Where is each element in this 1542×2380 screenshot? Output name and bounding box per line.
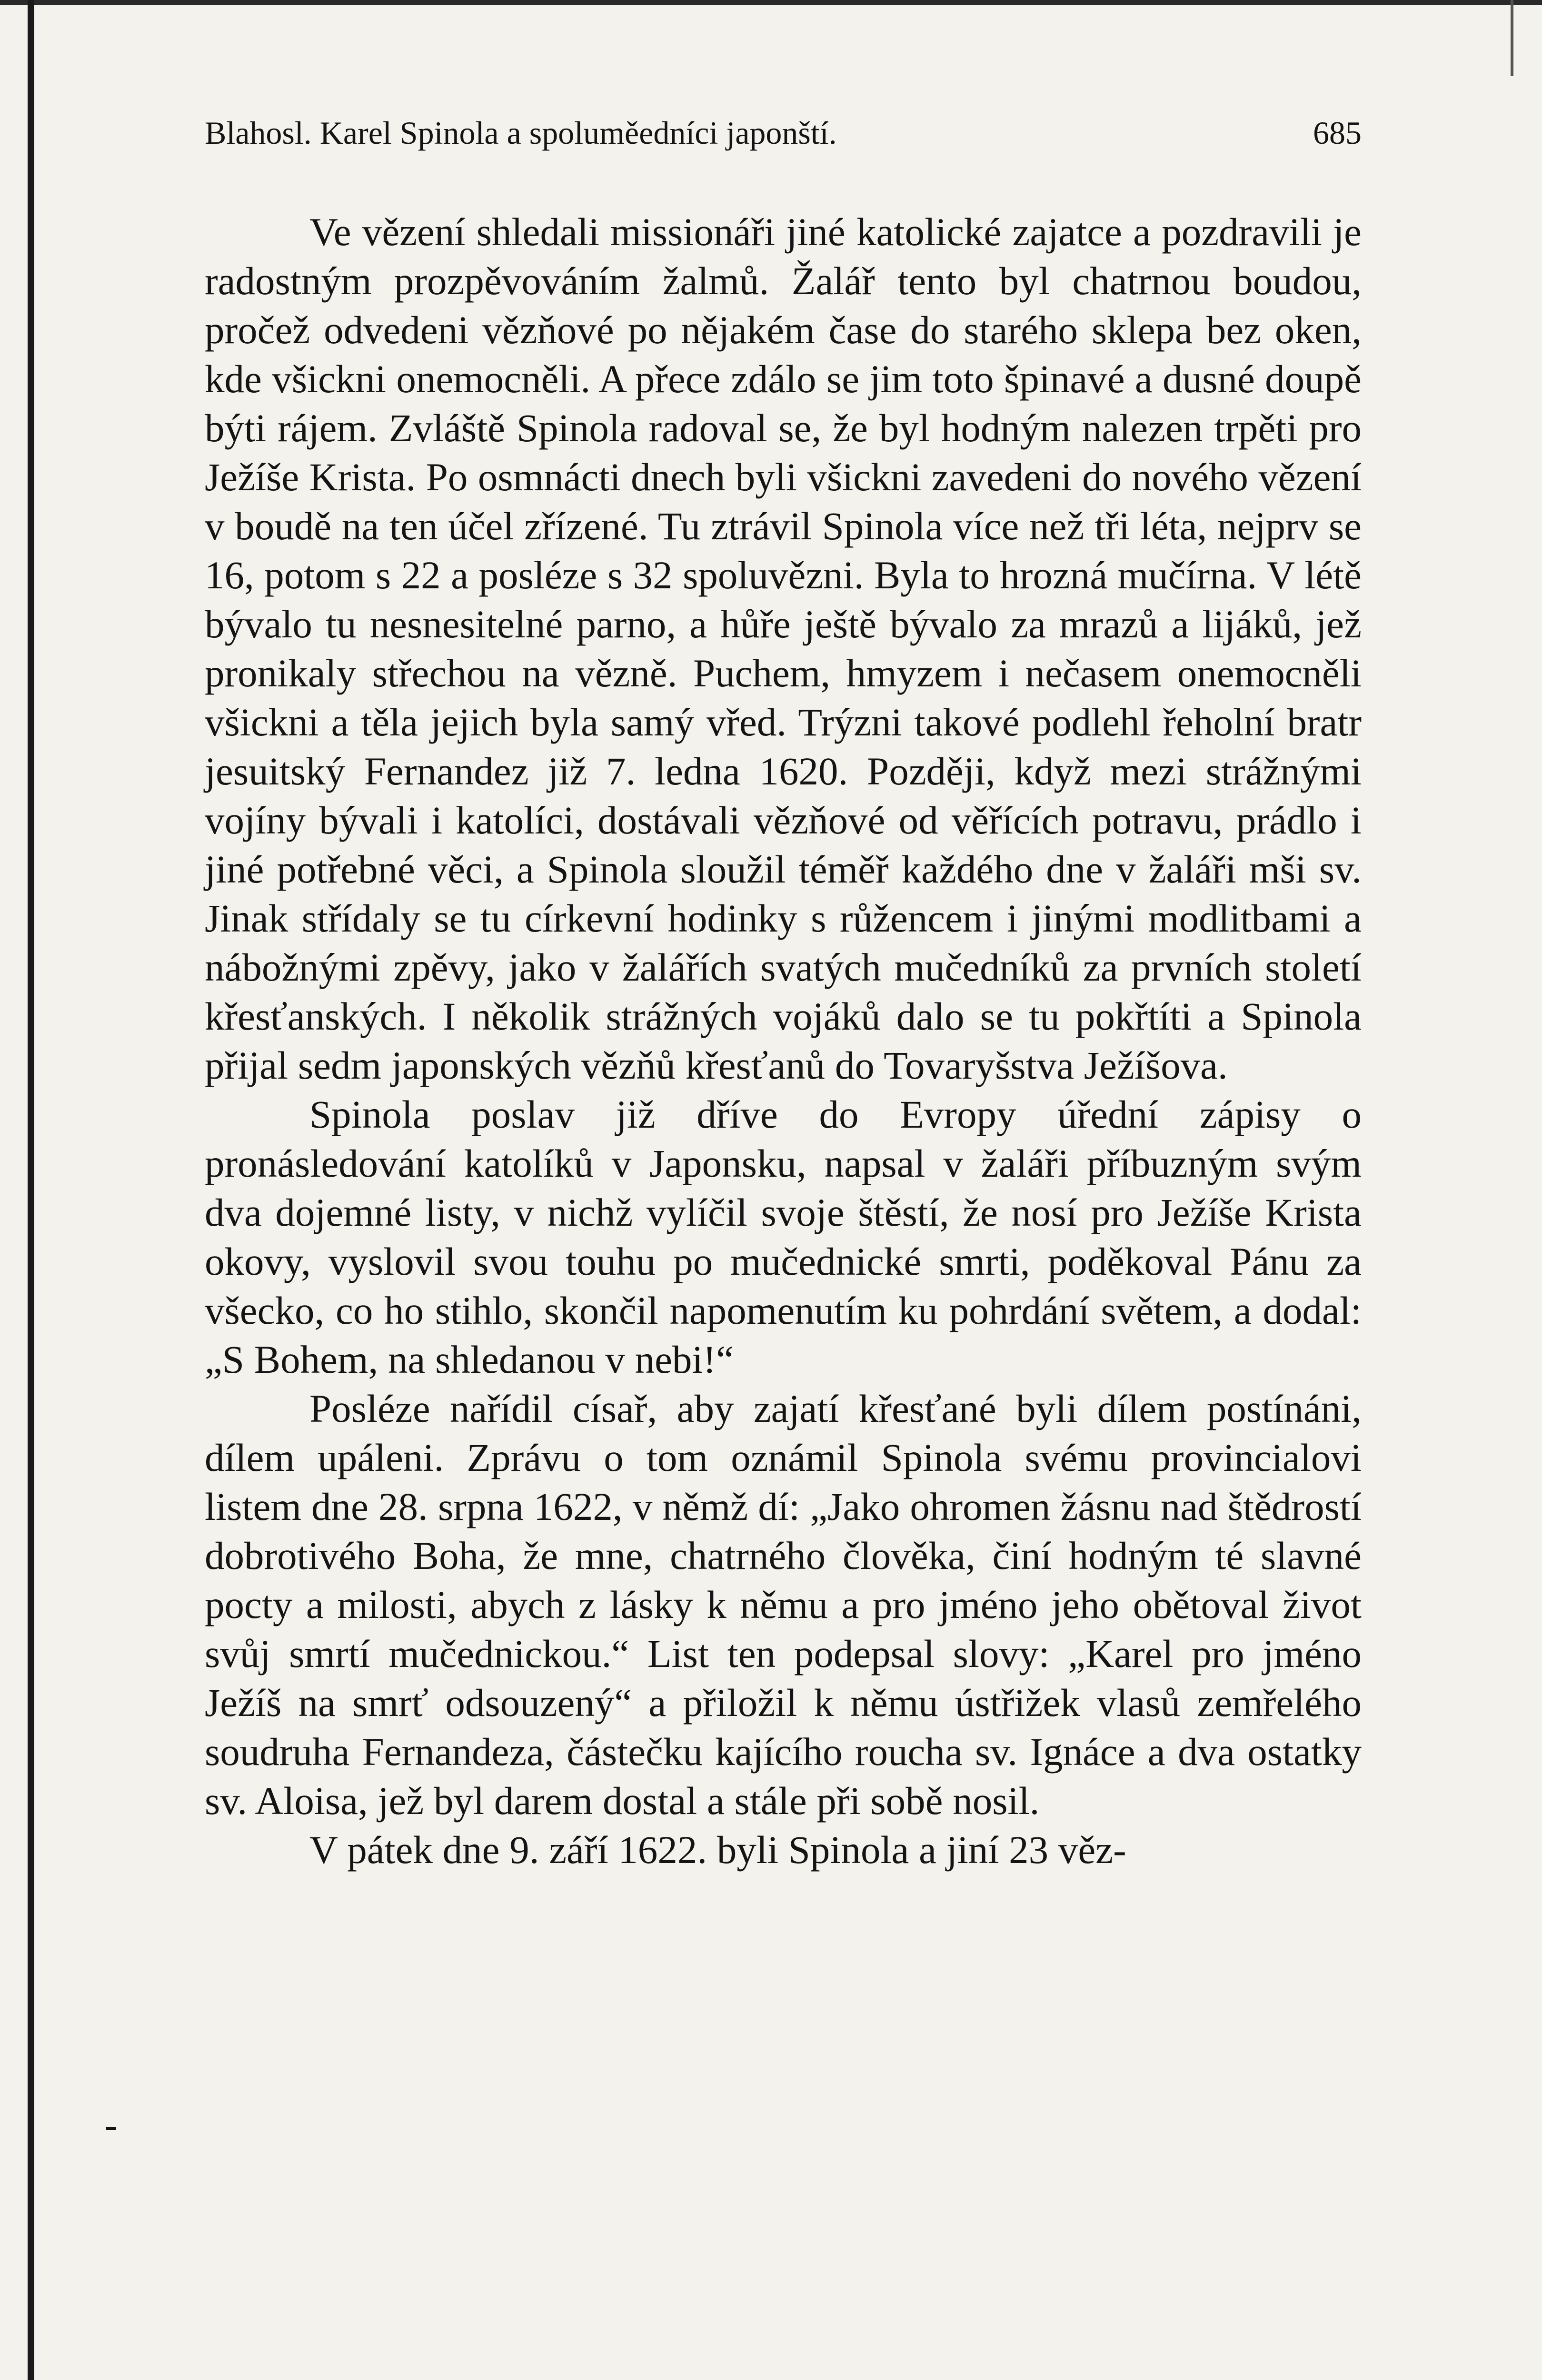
paragraph-4: V pátek dne 9. září 1622. byli Spinola a jiní 23 věz- — [309, 1828, 1126, 1872]
running-title: Blahosl. Karel Spinola a spoluměedníci japonští. — [205, 115, 837, 151]
scan-edge-left — [28, 0, 34, 2380]
paragraph-3: Posléze nařídil císař, aby zajatí křesťané byli dílem postínáni, dílem upáleni. Zprávu o tom oznámil Spinola svému provincialovi listem dne 28. srpna 1622, v němž dí: „Jako ohromen žásnu nad štědrostí dobrotivého Boha, že mne, chatrného člověka, činí hodným té slavné pocty a milosti, abych z lásky k němu a pro jméno jeho obětoval život svůj smrtí mučednickou.“ List ten podepsal slovy: „Karel pro jméno Ježíš na smrť odsouzený“ a přiložil k němu ústřižek vlasů zemřelého soudruha Fernandeza, částečku kajícího roucha sv. Ignáce a dva ostatky sv. Aloisa, jež byl darem dostal a stále při sobě nosil. — [205, 1387, 1362, 1823]
scan-edge-right — [1511, 0, 1513, 76]
margin-mark: - — [105, 2104, 118, 2146]
scan-edge-top — [0, 0, 1542, 5]
body-text — [205, 208, 1362, 1874]
book-page — [205, 114, 1362, 1874]
running-header — [205, 114, 1362, 171]
paragraph-2: Spinola poslav již dříve do Evropy úřední zápisy o pronásledování katolíků v Japonsku, napsal v žaláři příbuzným svým dva dojemné listy, v nichž vylíčil svoje štěstí, že nosí pro Ježíše Krista okovy, vyslovil svou touhu po mučednické smrti, poděkoval Pánu za všecko, co ho stihlo, skončil napomenutím ku pohrdání světem, a dodal: „S Bohem, na shledanou v nebi!“ — [205, 1092, 1362, 1381]
page-number: 685 — [1313, 115, 1362, 151]
paragraph-1: Ve vězení shledali missionáři jiné katolické zajatce a pozdravili je radostným prozpěvováním žalmů. Žalář tento byl chatrnou boudou, pročež odvedeni vězňové po nějakém čase do starého sklepa bez oken, kde všickni onemocněli. A přece zdálo se jim toto špinavé a dusné doupě býti rájem. Zvláště Spinola radoval se, že byl hodným nalezen trpěti pro Ježíše Krista. Po osmnácti dnech byli všickni zavedeni do nového vězení v boudě na ten účel zřízené. Tu ztrávil Spinola více než tři léta, nejprv se 16, potom s 22 a posléze s 32 spoluvězni. Byla to hrozná mučírna. V létě bývalo tu nesnesitelné parno, a hůře ještě bývalo za mrazů a lijáků, jež pronikaly střechou na vězně. Puchem, hmyzem i nečasem onemocněli všickni a těla jejich byla samý vřed. Trýzni takové podlehl řeholní bratr jesuitský Fernandez již 7. ledna 1620. Později, když mezi strážnými vojíny bývali i katolíci, dostávali vězňové od věřících potravu, prádlo i jiné potřebné věci, a Spinola sloužil téměř každého dne v žaláři mši sv. Jinak střídaly se tu církevní hodinky s růžencem i jinými modlitbami a nábožnými zpěvy, jako v žalářích svatých mučedníků za prvních století křesťanských. I několik strážných vojáků dalo se tu pokřtíti a Spinola přijal sedm japonských vězňů křesťanů do Tovaryšstva Ježíšova. — [205, 210, 1362, 1087]
